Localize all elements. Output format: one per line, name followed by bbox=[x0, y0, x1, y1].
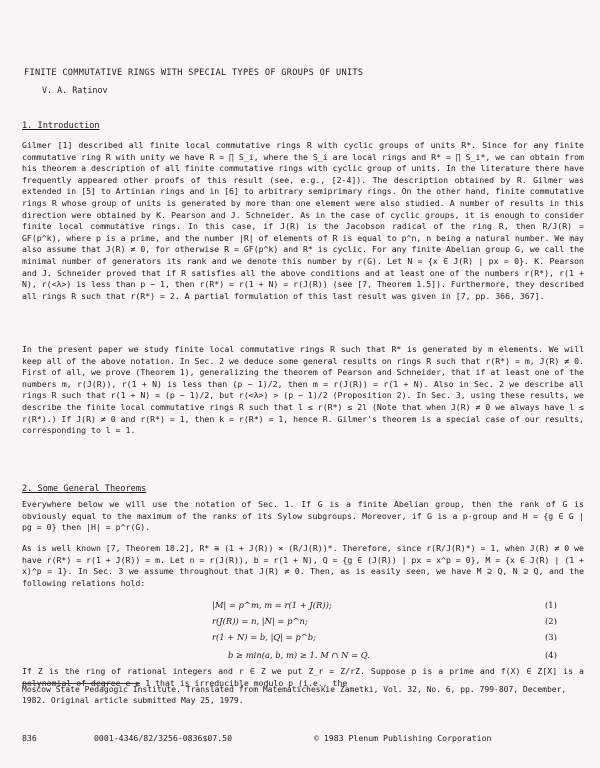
section-1-heading: 1. Introduction bbox=[22, 121, 100, 131]
equation-4-expression: b ≥ min(a, b, m) ≥ 1. M ∩ N = Q. bbox=[228, 650, 370, 660]
copyright: © 1983 Plenum Publishing Corporation bbox=[314, 733, 492, 743]
equation-3-expression: r(1 + N) = b, |Q| = p^b; bbox=[212, 632, 316, 642]
page-number: 836 bbox=[22, 733, 37, 743]
section-2-paragraph-3: If Z is the ring of rational integers and r ∈ Z we put Z_r = Z/rZ. Suppose p is a prime and f(X) ∈ Z[X] is a polynomial of degree e ≥ 1 that is irreducible modulo p (i.e., the bbox=[22, 666, 584, 688]
equation-4-number: (4) bbox=[545, 650, 557, 660]
article-code: 0001-4346/82/3256-0836$07.50 bbox=[94, 733, 233, 743]
equation-2-number: (2) bbox=[545, 616, 557, 626]
paper-title: FINITE COMMUTATIVE RINGS WITH SPECIAL TYPES OF GROUPS OF UNITS bbox=[24, 68, 364, 78]
section-2-paragraph-2: As is well known [7, Theorem 18.2], R* ≅ (1 + J(R)) × (R/J(R))*. Therefore, since r(R/J(R)*) = 1, when J(R) ≠ 0 we have r(R*) = r(1 + J(R)) = m. Let n = r(J(R)), b = r(1 + N), Q = {g ∈ (J(R)) | px = x^p = 0}, M = {x ∈ J(R) | (1 + x)^p = 1}. In Sec. 3 we assume throughout that J(R) ≠ 0. Then, as is easily seen, we have M ⊇ Q, N ⊇ Q, and the following relations hold: bbox=[22, 543, 584, 588]
paper-author: V. A. Ratinov bbox=[42, 85, 108, 95]
section-1-paragraph-1: Gilmer [1] described all finite local commutative rings R with cyclic groups of units R*. Since for any finite commutative ring R with unity we have R = ∏ S_i, where the S_i are local rings and R* = ∏ S_i*, we can obtain from his theorem a description of all finite commutative rings with cyclic group of units. In the literature there have frequently appeared other proofs of this result (see, e.g., [2-4]). The description obtained by R. Gilmer was extended in [5] to Artinian rings and in [6] to arbitrary semiprimary rings. On the other hand, finite commutative rings R whose group of units is generated by more than one element were also studied. A number of results in this direction were obtained by K. Pearson and J. Schneider. As in the case of cyclic groups, it is enough to consider finite local commutative rings. In this case, if J(R) is the Jacobson radical of the ring R, then R/J(R) = GF(p^k), where p is a prime, and the number |R| of elements of R is equal to p^n, n being a natural number. We may also assume that J(R) ≠ 0, for otherwise R = GF(p^k) and R* is cyclic. For any finite Abelian group G, we call the minimal number of generators its rank and we denote this number by r(G). Let N = {x ∈ J(R) | px = 0}. K. Pearson and J. Schneider proved that if R satisfies all the above conditions and at least one of the numbers r(R*), r(1 + N), r(<λ>) is less than p − 1, then r(R*) = r(1 + N) = r(J(R)) (see [7, Theorem 1.5]). Furthermore, they described all rings R such that r(R*) = 2. A partial formulation of this last result was given in [7, pp. 366, 367]. bbox=[22, 140, 584, 301]
section-2-paragraph-1: Everywhere below we will use the notation of Sec. 1. If G is a finite Abelian group, then the rank of G is obviously equal to the maximum of the ranks of its Sylow subgroups. Moreover, if G is a p-group and H = {g ∈ G | pg = 0} then |H| = p^r(G). bbox=[22, 499, 584, 533]
footnote: Moscow State Pedagogic Institute. Translated from Matematicheskie Zametki, Vol. 32, No. 6, pp. 799-807, December, 1982. Original article submitted May 25, 1979. bbox=[22, 685, 567, 706]
section-2-heading: 2. Some General Theorems bbox=[22, 484, 147, 494]
equation-1-number: (1) bbox=[545, 600, 557, 610]
equation-3-number: (3) bbox=[545, 632, 557, 642]
equation-1-expression: |M| = p^m, m = r(1 + J(R)); bbox=[212, 600, 332, 610]
section-1-paragraph-2: In the present paper we study finite local commutative rings R such that R* is generated by m elements. We will keep all of the above notation. In Sec. 2 we deduce some general results on rings R such that r(R*) = m, J(R) ≠ 0. First of all, we prove (Theorem 1), generalizing the theorem of Pearson and Schneider, that if at least one of the numbers m, r(J(R)), r(1 + N) is less than (p − 1)/2, then m = r(J(R)) = r(1 + N). Also in Sec. 2 we describe all rings R such that r(1 + N) = (p − 1)/2, but r(<λ>) > (p − 1)/2 (Proposition 2). In Sec. 3, using these results, we describe the finite local commutative rings R such that l ≤ r(R*) ≤ 2l (Note that when J(R) ≠ 0 we always have l ≤ r(R*).) If J(R) ≠ 0 and r(R*) = 1, then k = r(R*) = 1, hence R. Gilmer's theorem is a special case of our results, corresponding to l = 1. bbox=[22, 344, 584, 436]
equation-2-expression: r(J(R)) = n, |N| = p^n; bbox=[212, 616, 308, 626]
